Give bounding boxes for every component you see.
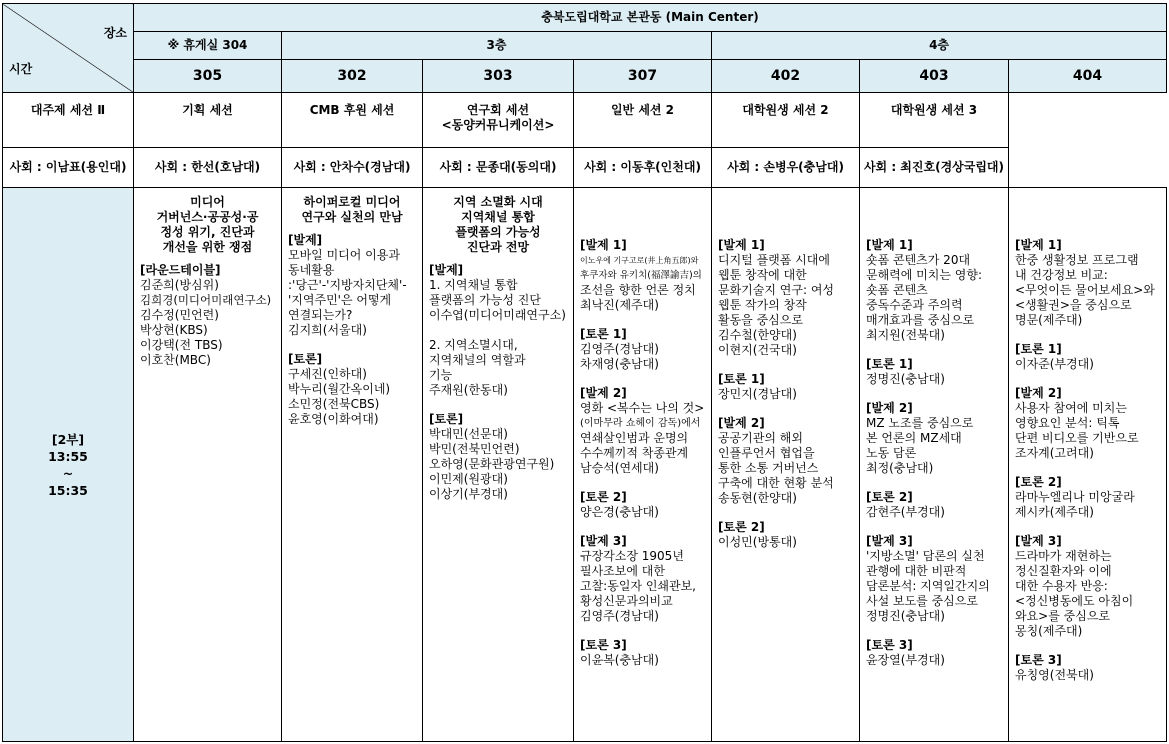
session-host: 사회 : 최진호(경상국립대): [860, 148, 1009, 188]
session-title: [574, 93, 712, 148]
session-title-line: 연구회 세션: [466, 103, 530, 117]
block-line: 이윤복(충남대): [580, 653, 659, 667]
block-line: 숏폼 콘텐츠가 20대: [866, 253, 971, 267]
time-label: 시간: [9, 62, 33, 76]
block-line: <생활권>을 중심으로: [1015, 298, 1132, 312]
block-line: [429, 323, 567, 338]
block-line: 윤장열(부경대): [866, 653, 945, 667]
block-label: [토론]: [288, 352, 323, 366]
session-topic-line: 플랫폼의 가능성: [455, 225, 541, 239]
session-topic-line: 하이퍼로컬 미디어: [303, 195, 401, 209]
session-title: [860, 93, 1009, 148]
presentation-block: [580, 534, 705, 624]
session-title-line: CMB 후원 세션: [309, 103, 395, 117]
session-title-line: 대주제 세션 Ⅱ: [30, 103, 106, 117]
block-line: 연쇄살인범과 운명의: [580, 431, 689, 445]
block-line: 매개효과를 중심으로: [866, 313, 975, 327]
presentation-block: [866, 357, 1002, 387]
block-label: [발제 2]: [1015, 386, 1062, 400]
block-label: [토론 2]: [580, 490, 627, 504]
block-label: [발제 1]: [580, 238, 627, 252]
block-line: 차재영(충남대): [580, 357, 659, 371]
session-content: [574, 188, 712, 742]
block-label: [토론 1]: [1015, 342, 1062, 356]
session-time: [3, 188, 134, 742]
session-host: 사회 : 문종대(동의대): [423, 148, 574, 188]
block-line: 조자계(고려대): [1015, 446, 1094, 460]
presentation-block: [866, 534, 1002, 624]
session-topic-line: 진단과 전망: [466, 240, 530, 254]
block-line: 지역채널의 역할과: [429, 353, 526, 367]
block-line: 김지희(서울대): [288, 323, 367, 337]
block-line: 동네활용: [288, 263, 335, 277]
presentation-block: [718, 520, 853, 550]
block-line: 정명진(충남대): [866, 609, 945, 623]
session-title-line: <동양커뮤니케이션>: [441, 118, 555, 132]
session-part: [2부]: [51, 431, 85, 447]
block-label: [발제 1]: [1015, 238, 1062, 252]
block-line: 오하영(문화관광연구원): [429, 457, 555, 471]
session-content: [282, 188, 423, 742]
block-line: 고찰:동일자 인쇄관보,: [580, 579, 697, 593]
corner-header: [3, 4, 134, 93]
block-line: 김준희(방심위): [140, 278, 219, 292]
session-title: [423, 93, 574, 148]
block-line: 담론분석: 지역일간지의: [866, 579, 990, 593]
block-line: (이마무라 쇼헤이 감독)에서: [580, 418, 701, 429]
presentation-block: [1015, 238, 1160, 328]
block-line: 이민제(원광대): [429, 472, 508, 486]
presentation-block: [718, 416, 853, 506]
block-line: 플랫폼의 가능성 진단: [429, 293, 541, 307]
room-header: 404: [1009, 60, 1167, 93]
presentation-block: [1015, 386, 1160, 461]
block-line: 이성민(방통대): [718, 535, 797, 549]
presentation-block: [866, 638, 1002, 668]
block-line: <무엇이든 물어보세요>와: [1015, 283, 1155, 297]
session-topic-line: 정성 위기, 진단과: [160, 225, 255, 239]
block-line: 정명진(충남대): [866, 372, 945, 386]
block-line: 김수정(민언련): [140, 308, 219, 322]
session-host: 사회 : 한선(호남대): [134, 148, 282, 188]
block-line: 중독수준과 주의력: [866, 298, 963, 312]
block-line: MZ 노조를 중심으로: [866, 416, 974, 430]
session-title-line: 대학원생 세션 2: [742, 103, 829, 117]
block-line: 활동을 중심으로: [718, 313, 803, 327]
block-label: [토론 2]: [718, 520, 765, 534]
block-line: 숏폼 콘텐츠: [866, 283, 928, 297]
block-line: 남승석(연세대): [580, 461, 659, 475]
presentation-block: [580, 386, 705, 476]
block-line: 주재원(한동대): [429, 383, 508, 397]
block-line: 웹툰 작가의 창작: [718, 298, 807, 312]
block-line: 정신질환자와 이에: [1015, 564, 1112, 578]
block-line: 김수철(한양대): [718, 328, 797, 342]
block-line: 한중 생활정보 프로그램: [1015, 253, 1139, 267]
session-topic: [288, 195, 416, 225]
session-topic-line: 미디어: [190, 195, 225, 209]
block-line: 영화 <복수는 나의 것>: [580, 401, 705, 415]
block-label: [토론 2]: [866, 490, 913, 504]
session-content: [860, 188, 1009, 742]
room-header: 302: [282, 60, 423, 93]
block-label: [발제 3]: [580, 534, 627, 548]
block-line: 황성신문과의비교: [580, 594, 673, 608]
block-line: 영향요인 분석: 틱톡: [1015, 416, 1120, 430]
block-line: 조선을 향한 언론 정치: [580, 283, 696, 297]
place-label: 장소: [103, 26, 127, 40]
block-line: 몽칭(제주대): [1015, 624, 1083, 638]
presentation-block: [866, 401, 1002, 476]
block-line: 이현지(건국대): [718, 343, 797, 357]
session-topic-line: 지역 소멸화 시대: [453, 195, 543, 209]
session-host: 사회 : 손병우(충남대): [712, 148, 860, 188]
room-header: 307: [574, 60, 712, 93]
block-line: 박대민(선문대): [429, 427, 508, 441]
block-label: [발제 3]: [1015, 534, 1062, 548]
block-line: 2. 지역소멸시대,: [429, 338, 518, 352]
block-line: '지역주민'은 어떻게: [288, 293, 392, 307]
block-line: 장민지(경남대): [718, 387, 797, 401]
session-tilde: ~: [62, 465, 74, 481]
session-title: [282, 93, 423, 148]
block-line: 사용자 참여에 미치는: [1015, 401, 1127, 415]
presentation-block: [580, 238, 705, 313]
presentation-block: [580, 638, 705, 668]
session-host: 사회 : 이남표(용인대): [3, 148, 134, 188]
block-label: [토론 3]: [866, 638, 913, 652]
block-line: 내 건강정보 비교:: [1015, 268, 1108, 282]
block-label: [발제 2]: [580, 386, 627, 400]
block-line: 사설 보도를 중심으로: [866, 594, 978, 608]
block-line: 윤호영(이화여대): [288, 412, 379, 426]
block-label: [토론 1]: [866, 357, 913, 371]
session-content: [423, 188, 574, 742]
presentation-block: [866, 238, 1002, 343]
session-content: [1009, 188, 1167, 742]
block-line: 라마누엘리나 미앙굴라: [1015, 490, 1135, 504]
block-line: 소민정(전북CBS): [288, 397, 380, 411]
block-line: 최낙진(제주대): [580, 298, 659, 312]
block-line: 유칭영(전북대): [1015, 668, 1094, 682]
block-line: 이상기(부경대): [429, 487, 508, 501]
session-topic: [429, 195, 567, 255]
block-label: [토론 3]: [580, 638, 627, 652]
presentation-block: [580, 490, 705, 520]
block-label: [발제 2]: [718, 416, 765, 430]
block-line: 단편 비디오를 기반으로: [1015, 431, 1139, 445]
block-line: 드라마가 재현하는: [1015, 549, 1112, 563]
presentation-block: [580, 327, 705, 372]
session-title-line: 일반 세션 2: [610, 103, 675, 117]
block-line: 모바일 미디어 이용과: [288, 248, 400, 262]
block-line: 이노우에 기구고로(井上角五郎)와: [580, 256, 699, 265]
block-label: [발제 1]: [866, 238, 913, 252]
session-host: 사회 : 이동후(인천대): [574, 148, 712, 188]
presentation-block: [718, 372, 853, 402]
session-title-line: 대학원생 세션 3: [890, 103, 978, 117]
block-line: 이강택(전 TBS): [140, 338, 223, 352]
session-title: [3, 93, 134, 148]
block-line: 기능: [429, 368, 453, 382]
block-line: 인플루언서 협업을: [718, 446, 815, 460]
block-line: 구세진(인하대): [288, 367, 367, 381]
presentation-block: [429, 412, 567, 502]
presentation-block: [1015, 475, 1160, 520]
block-line: 디지털 플랫폼 시대에: [718, 253, 830, 267]
block-line: 관행에 대한 비판적: [866, 564, 967, 578]
block-label: [발제]: [429, 263, 464, 277]
presentation-block: [1015, 653, 1160, 683]
presentation-block: [718, 238, 853, 358]
block-line: 이호찬(MBC): [140, 353, 211, 367]
block-line: <정신병동에도 아침이: [1015, 594, 1134, 608]
block-line: 본 언론의 MZ세대: [866, 431, 962, 445]
block-label: [토론 1]: [580, 327, 627, 341]
block-line: 김희경(미디어미래연구소): [140, 293, 272, 307]
session-title-line: 기획 세션: [182, 103, 233, 117]
block-line: 박상현(KBS): [140, 323, 208, 337]
block-label: [라운드테이블]: [140, 263, 221, 277]
session-topic-line: 연구와 실천의 만남: [301, 210, 403, 224]
block-line: 웹툰 창작에 대한: [718, 268, 807, 282]
block-line: 필사조보에 대한: [580, 564, 665, 578]
floor-header-4f: 4층: [712, 32, 1167, 60]
session-start: 13:55: [48, 448, 88, 464]
block-line: 김영주(경남대): [580, 609, 659, 623]
session-topic: [140, 195, 275, 255]
block-line: 최정(충남대): [866, 461, 934, 475]
block-line: 문해력에 미치는 영향:: [866, 268, 983, 282]
block-line: 1. 지역채널 통합: [429, 278, 518, 292]
block-line: 명문(제주대): [1015, 313, 1083, 327]
block-line: 후쿠자와 유키치(福澤諭吉)의: [580, 270, 702, 281]
block-line: 연결되는가?: [288, 308, 353, 322]
block-label: [토론]: [429, 412, 464, 426]
block-line: 김영주(경남대): [580, 342, 659, 356]
room-header: 402: [712, 60, 860, 93]
presentation-block: [288, 233, 416, 338]
block-line: 구축에 대한 현황 분석: [718, 476, 834, 490]
presentation-block: [140, 263, 275, 368]
block-line: 이자준(부경대): [1015, 357, 1094, 371]
block-line: 노동 담론: [866, 446, 917, 460]
block-label: [토론 2]: [1015, 475, 1062, 489]
block-line: 대한 수용자 반응:: [1015, 579, 1108, 593]
block-line: '지방소멸' 담론의 실천: [866, 549, 985, 563]
block-line: 박민(전북민언련): [429, 442, 520, 456]
session-content: [712, 188, 860, 742]
block-line: 통한 소통 거버넌스: [718, 461, 819, 475]
session-topic-line: 지역채널 통합: [461, 210, 535, 224]
block-line: 문화기술지 연구: 여성: [718, 283, 835, 297]
block-label: [토론 3]: [1015, 653, 1062, 667]
session-content: [134, 188, 282, 742]
room-header: 403: [860, 60, 1009, 93]
block-line: 수수께끼적 착종관계: [580, 446, 689, 460]
floor-header-lounge: ※ 휴게실 304: [134, 32, 282, 60]
session-title: [712, 93, 860, 148]
block-line: 최지원(전북대): [866, 328, 945, 342]
block-line: 와요>를 중심으로: [1015, 609, 1111, 623]
block-line: 감현주(부경대): [866, 505, 945, 519]
block-line: :'당근'-'지방자치단체'-: [288, 278, 407, 292]
presentation-block: [1015, 342, 1160, 372]
floor-header-3f: 3층: [282, 32, 712, 60]
room-header: 303: [423, 60, 574, 93]
presentation-block: [429, 263, 567, 398]
session-topic-line: 거버넌스·공공성·공: [156, 210, 259, 224]
block-label: [발제 1]: [718, 238, 765, 252]
session-topic-line: 개선을 위한 쟁점: [162, 240, 253, 254]
block-line: 규장각소장 1905년: [580, 549, 684, 563]
block-line: 공공기관의 해외: [718, 431, 803, 445]
presentation-block: [866, 490, 1002, 520]
block-line: 송동현(한양대): [718, 491, 797, 505]
block-line: 양은경(충남대): [580, 505, 659, 519]
presentation-block: [288, 352, 416, 427]
room-header: 305: [134, 60, 282, 93]
session-end: 15:35: [48, 482, 88, 498]
block-line: 제시카(제주대): [1015, 505, 1094, 519]
schedule-table: [2, 3, 1167, 742]
session-host: 사회 : 안차수(경남대): [282, 148, 423, 188]
presentation-block: [1015, 534, 1160, 639]
block-label: [발제 2]: [866, 401, 913, 415]
block-label: [발제 3]: [866, 534, 913, 548]
block-line: 박누리(월간옥이네): [288, 382, 391, 396]
venue-header: 충북도립대학교 본관동 (Main Center): [134, 4, 1167, 32]
block-line: 이수엽(미디어미래연구소): [429, 308, 566, 322]
block-label: [토론 1]: [718, 372, 765, 386]
session-title: [134, 93, 282, 148]
block-label: [발제]: [288, 233, 323, 247]
